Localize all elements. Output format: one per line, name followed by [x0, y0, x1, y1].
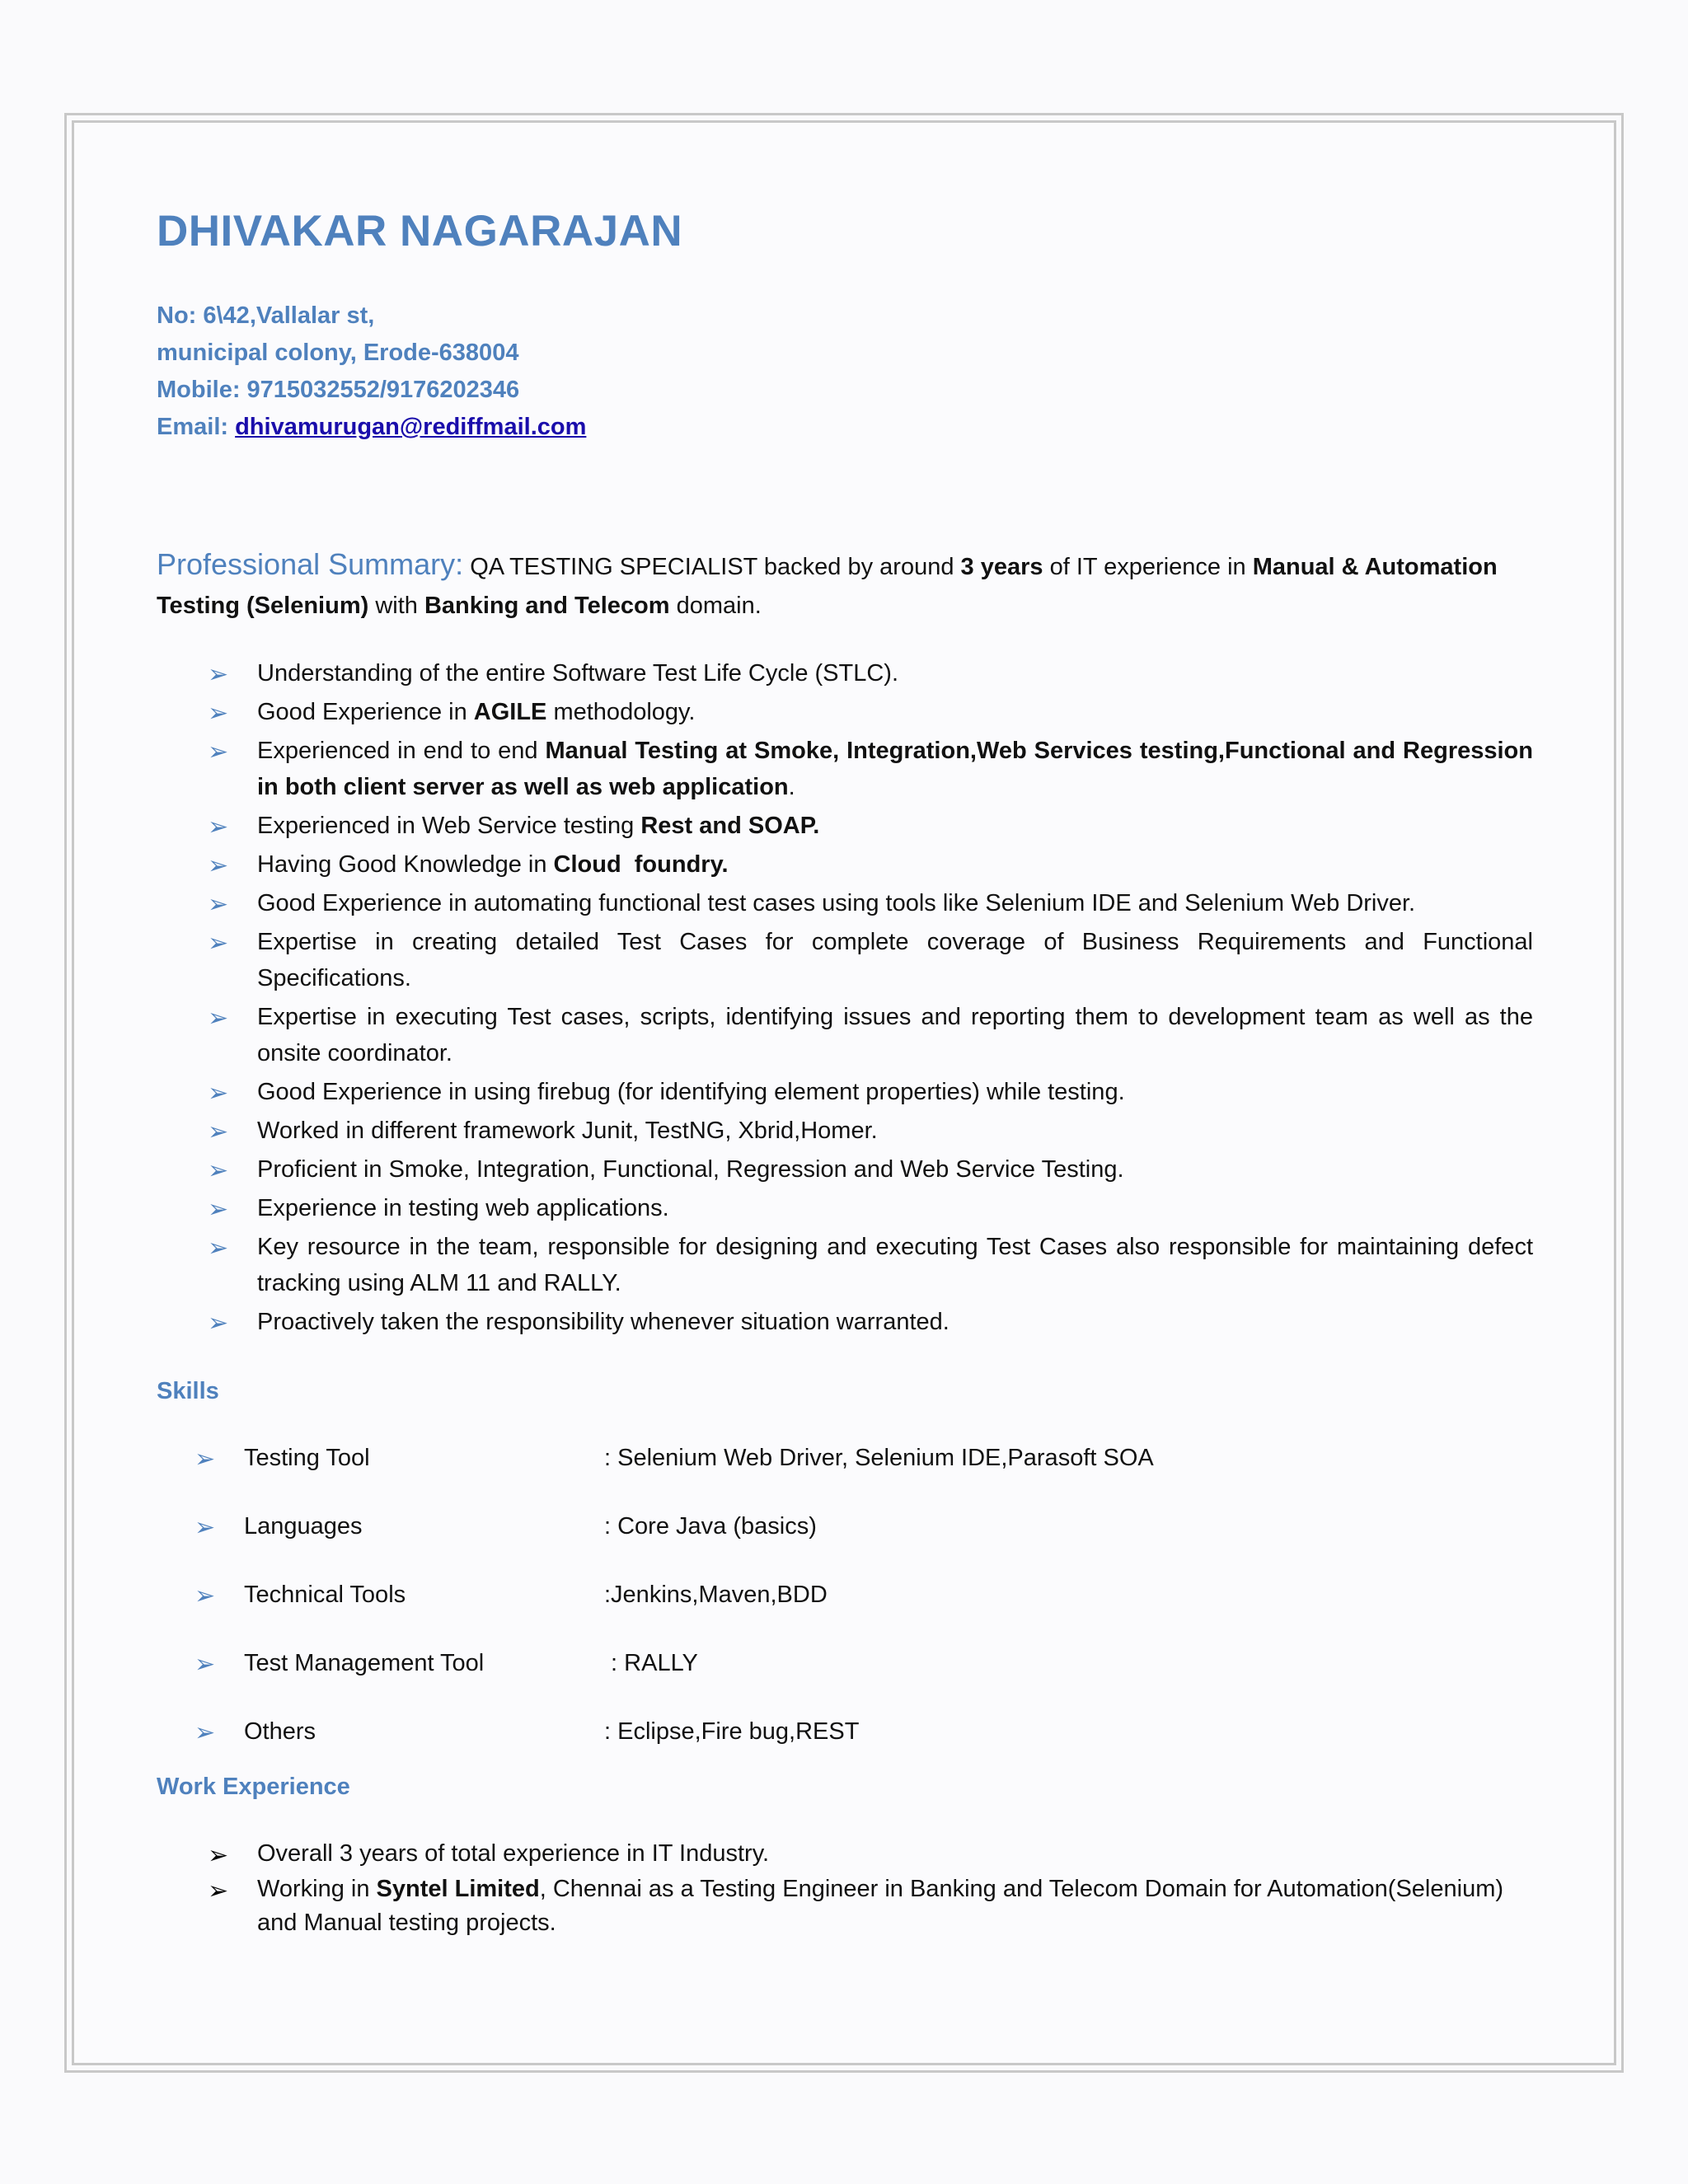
skill-label: Testing Tool: [244, 1445, 370, 1471]
work-list: [157, 1837, 1533, 1940]
skills-list: [157, 1441, 1533, 1748]
resume-page: [157, 206, 1533, 1942]
arrow-bullet-icon: ➢: [208, 661, 229, 688]
arrow-bullet-icon: ➢: [195, 1651, 216, 1678]
skill-row: [195, 1441, 1533, 1474]
list-item: ➢ Experienced in Web Service testing Rest and SOAP.: [208, 808, 1533, 844]
list-item: ➢ Working in Syntel Limited, Chennai as a Testing Engineer in Banking and Telecom Domain for Automation(Selenium) and Manual testing projects.: [208, 1876, 1504, 1936]
arrow-bullet-icon: ➢: [208, 1080, 229, 1107]
arrow-bullet-icon: ➢: [208, 738, 229, 766]
summary-text-c: with: [368, 593, 424, 619]
arrow-bullet-icon: ➢: [208, 1877, 229, 1905]
list-item: ➢ Good Experience in using firebug (for identifying element properties) while testing.: [208, 1074, 1533, 1110]
summary-colon: :: [455, 547, 464, 581]
list-item: ➢ Understanding of the entire Software Test Life Cycle (STLC).: [208, 655, 1533, 691]
arrow-bullet-icon: ➢: [208, 1842, 229, 1869]
skill-row: [195, 1578, 1533, 1611]
summary-domain: Banking and Telecom: [424, 593, 670, 619]
skill-label: Languages: [244, 1513, 363, 1540]
skills-heading: Skills: [157, 1378, 219, 1404]
skill-value: : RALLY: [604, 1650, 698, 1676]
list-item: ➢ Good Experience in AGILE methodology.: [208, 694, 1533, 730]
arrow-bullet-icon: ➢: [208, 852, 229, 879]
arrow-bullet-icon: ➢: [208, 930, 229, 957]
skill-label: Technical Tools: [244, 1582, 406, 1608]
list-item: ➢ Good Experience in automating functional test cases using tools like Selenium IDE and Selenium Web Driver.: [208, 885, 1533, 921]
arrow-bullet-icon: ➢: [208, 891, 229, 918]
mobile: Mobile: 9715032552/9176202346: [157, 377, 520, 403]
list-item: ➢ Key resource in the team, responsible for designing and executing Test Cases also responsible for maintaining defect tracking using ALM 11 and RALLY.: [208, 1229, 1533, 1301]
skill-row: [195, 1715, 1533, 1748]
list-item: ➢ Expertise in creating detailed Test Cases for complete coverage of Business Requirements and Functional Specifications.: [208, 924, 1533, 996]
summary-text-b: of IT experience in: [1043, 554, 1253, 580]
arrow-bullet-icon: ➢: [208, 1005, 229, 1032]
list-item: ➢ Experience in testing web applications.: [208, 1190, 1533, 1226]
skill-row: [195, 1510, 1533, 1543]
skill-value: :Jenkins,Maven,BDD: [604, 1582, 828, 1608]
address-line-2: municipal colony, Erode-638004: [157, 340, 519, 366]
arrow-bullet-icon: ➢: [208, 1196, 229, 1223]
skill-row: [195, 1647, 1533, 1680]
summary-text-d: domain.: [669, 593, 762, 619]
skill-value: : Selenium Web Driver, Selenium IDE,Parasoft SOA: [604, 1445, 1154, 1471]
skill-label: Test Management Tool: [244, 1650, 485, 1676]
arrow-bullet-icon: ➢: [195, 1719, 216, 1746]
summary-text-a: QA TESTING SPECIALIST backed by around: [463, 554, 961, 580]
arrow-bullet-icon: ➢: [195, 1582, 216, 1610]
arrow-bullet-icon: ➢: [208, 1310, 229, 1337]
list-item: ➢ Proactively taken the responsibility whenever situation warranted.: [208, 1304, 1533, 1340]
email-label: Email:: [157, 414, 236, 440]
list-item: ➢ Proficient in Smoke, Integration, Functional, Regression and Web Service Testing.: [208, 1151, 1533, 1188]
skill-value: : Eclipse,Fire bug,REST: [604, 1718, 860, 1745]
email-link[interactable]: dhivamurugan@rediffmail.com: [235, 414, 587, 440]
list-item: ➢ Worked in different framework Junit, TestNG, Xbrid,Homer.: [208, 1113, 1533, 1149]
address-line-1: No: 6\42,Vallalar st,: [157, 302, 375, 329]
list-item: ➢ Having Good Knowledge in Cloud foundry.: [208, 846, 1533, 883]
professional-summary: [157, 545, 1533, 626]
contact-block: [157, 298, 1533, 446]
summary-bullets: [157, 655, 1533, 1340]
arrow-bullet-icon: ➢: [195, 1446, 216, 1473]
skill-label: Others: [244, 1718, 316, 1745]
skill-value: : Core Java (basics): [604, 1513, 817, 1540]
arrow-bullet-icon: ➢: [195, 1514, 216, 1541]
email-row: [157, 409, 1533, 446]
summary-years: 3 years: [960, 554, 1043, 580]
arrow-bullet-icon: ➢: [208, 813, 229, 841]
candidate-name: DHIVAKAR NAGARAJAN: [157, 207, 683, 255]
arrow-bullet-icon: ➢: [208, 700, 229, 727]
arrow-bullet-icon: ➢: [208, 1118, 229, 1146]
work-heading: Work Experience: [157, 1774, 350, 1800]
list-item: ➢ Expertise in executing Test cases, scripts, identifying issues and reporting them to development team as well as the onsite coordinator.: [208, 999, 1533, 1071]
summary-testing-type: Manual & Automation Testing (Selenium): [157, 554, 1498, 619]
summary-heading: Professional Summary: [157, 547, 456, 581]
arrow-bullet-icon: ➢: [208, 1157, 229, 1184]
list-item: ➢ Experienced in end to end Manual Testing at Smoke, Integration,Web Services testing,Functional and Regression in both client server as well as web application.: [208, 733, 1533, 805]
arrow-bullet-icon: ➢: [208, 1235, 229, 1262]
list-item: ➢ Overall 3 years of total experience in IT Industry.: [208, 1837, 1533, 1871]
